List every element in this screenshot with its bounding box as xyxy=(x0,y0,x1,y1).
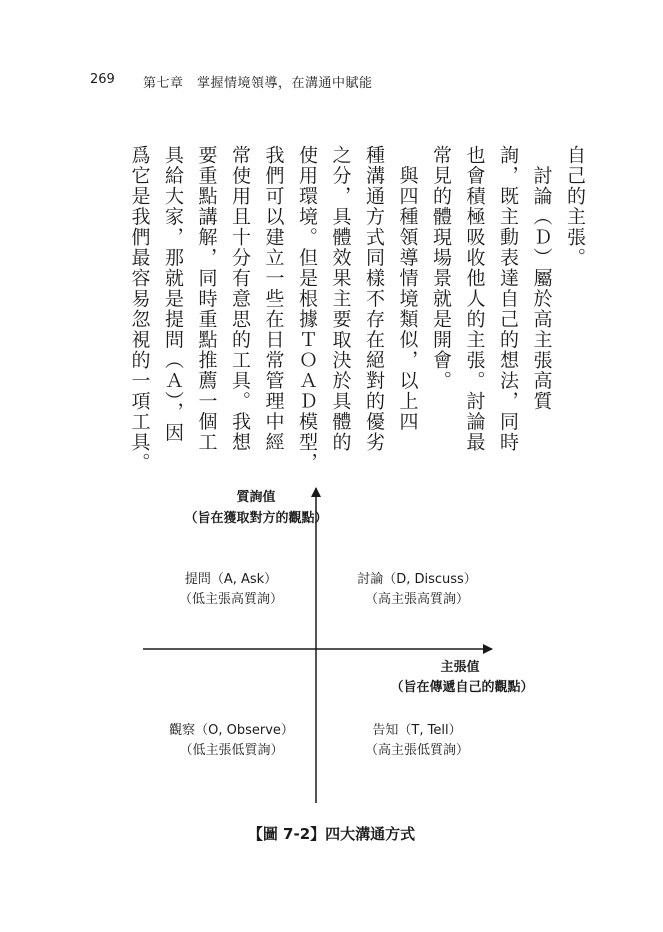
text-column: 自己的主張。 xyxy=(564,145,586,268)
text-column: 種溝通方式同樣不存在絕對的優劣 xyxy=(363,145,385,453)
text-column: 具給大家，那就是提問（Ａ），因 xyxy=(162,145,184,443)
text-column: 使用環境。但是根據ＴＯＡＤ模型， xyxy=(296,145,318,473)
y-axis-subtitle: （旨在獲取對方的觀點） xyxy=(184,511,328,526)
quadrant-discuss-name: 討論（D, Discuss） xyxy=(357,572,477,587)
quadrant-observe-desc: （低主張低質詢） xyxy=(179,743,284,758)
text-column: 要重點講解，同時重點推薦一個工 xyxy=(195,145,218,453)
text-column: 常使用且十分有意思的工具。我想 xyxy=(229,145,251,453)
text-column: 討論（Ｄ）屬於高主張高質 xyxy=(530,145,553,412)
x-axis-subtitle: （旨在傳遞自己的觀點） xyxy=(390,680,534,695)
text-column: 我們可以建立一些在日常管理中經 xyxy=(262,145,285,453)
page-number: 269 xyxy=(90,72,115,87)
quadrant-ask-desc: （低主張高質詢） xyxy=(178,592,283,607)
chapter-title: 第七章 掌握情境領導，在溝通中賦能 xyxy=(143,76,373,91)
quadrant-ask-name: 提問（A, Ask） xyxy=(184,572,278,587)
quadrant-tell-name: 告知（T, Tell） xyxy=(372,723,462,738)
text-column: 之分，具體效果主要取決於具體的 xyxy=(329,145,352,453)
text-column: 爲它是我們最容易忽視的一項工具。 xyxy=(128,145,151,473)
figure-caption: 【圖 7-2】四大溝通方式 xyxy=(247,825,416,843)
text-column: 常見的體現場景就是開會。 xyxy=(430,145,452,391)
x-axis-title: 主張值 xyxy=(440,660,480,675)
y-axis-title: 質詢值 xyxy=(236,490,276,505)
text-column: 詢，既主動表達自己的想法，同時 xyxy=(497,145,519,453)
quadrant-tell-desc: （高主張低質詢） xyxy=(364,743,469,758)
quadrant-observe-name: 觀察（O, Observe） xyxy=(169,723,294,738)
quadrant-discuss-desc: （高主張高質詢） xyxy=(364,592,469,607)
text-column: 與四種領導情境類似，以上四 xyxy=(396,145,419,432)
text-column: 也會積極吸收他人的主張。討論最 xyxy=(463,145,486,453)
